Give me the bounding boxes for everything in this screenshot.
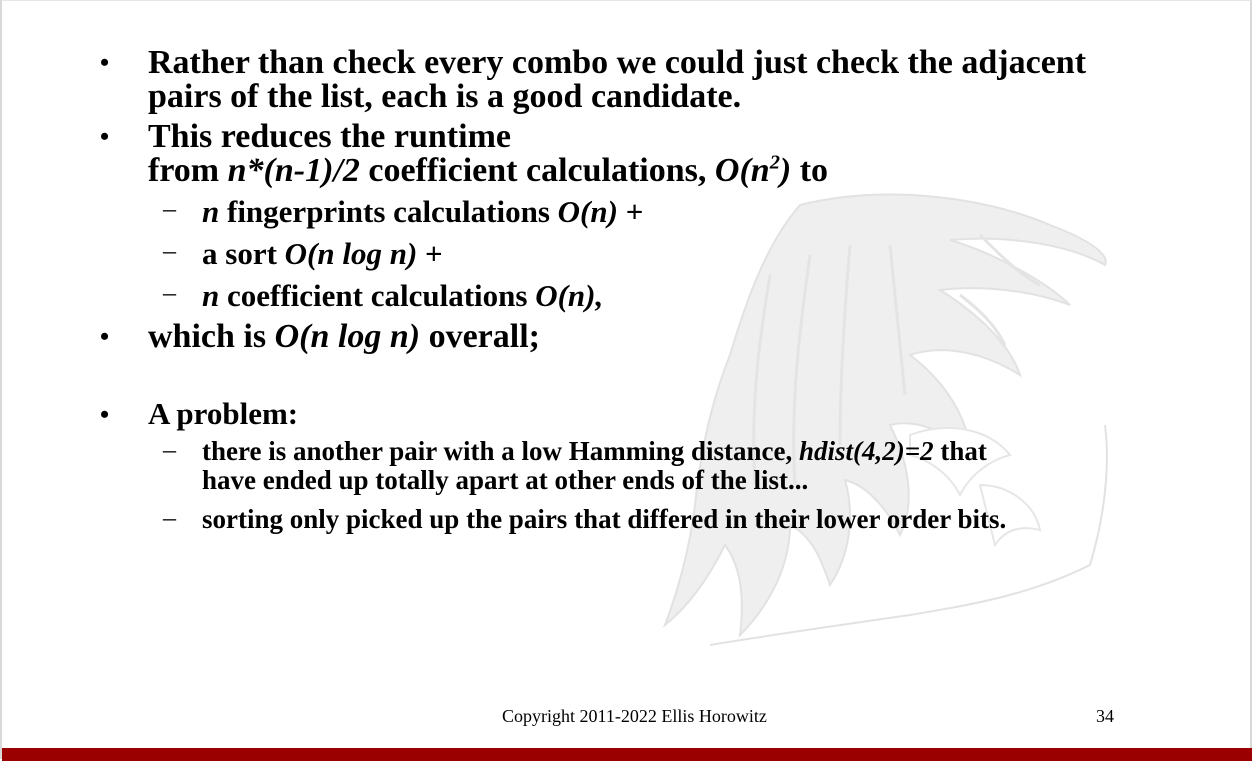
sub-item-text-line bbox=[202, 238, 443, 269]
text-run: + bbox=[417, 236, 443, 271]
text-run: O(n), bbox=[535, 278, 604, 313]
bullet-marker: • bbox=[100, 48, 110, 77]
text-run: A problem: bbox=[148, 396, 299, 431]
text-run: ) bbox=[779, 152, 792, 189]
sub-bullet-dash: – bbox=[163, 435, 176, 464]
text-run: This reduces the runtime bbox=[148, 118, 511, 155]
text-run: O(n bbox=[714, 152, 770, 189]
text-run: n bbox=[202, 278, 220, 313]
text-run: n*(n-1)/2 bbox=[227, 152, 360, 189]
sub-item-text-line bbox=[202, 466, 808, 495]
bullet-text-line bbox=[148, 80, 741, 114]
sub-bullet-dash: – bbox=[163, 194, 176, 223]
text-run: sorting only picked up the pairs that differed in their lower order bits. bbox=[202, 504, 1007, 534]
text-run: which is bbox=[148, 318, 275, 355]
bullet-text-line bbox=[148, 398, 298, 429]
sub-item-text-line bbox=[202, 280, 603, 311]
bullet-marker: • bbox=[100, 122, 110, 151]
text-run: have ended up totally apart at other ends of the list... bbox=[202, 465, 809, 495]
text-run: n bbox=[202, 194, 220, 229]
text-run: overall; bbox=[420, 318, 540, 355]
footer-accent-bar bbox=[2, 748, 1252, 761]
sub-item-text-line bbox=[202, 437, 987, 466]
text-run: 2 bbox=[769, 151, 780, 174]
page-number: 34 bbox=[1096, 706, 1114, 726]
text-run: a sort bbox=[202, 236, 285, 271]
bullet-text-line bbox=[148, 151, 829, 189]
text-run: pairs of the list, each is a good candidate. bbox=[148, 78, 742, 115]
text-run: + bbox=[617, 194, 644, 229]
text-run: O(n log n) bbox=[274, 318, 421, 355]
text-run: that bbox=[933, 436, 987, 466]
text-run: Rather than check every combo we could just check the adjacent bbox=[148, 44, 1087, 81]
bullet-marker: • bbox=[100, 322, 110, 351]
sub-item-text-line bbox=[202, 505, 1006, 534]
text-run: O(n log n) bbox=[284, 236, 418, 271]
text-run: from bbox=[148, 152, 228, 189]
footer-copyright: Copyright 2011-2022 Ellis Horowitz bbox=[502, 706, 767, 726]
bullet-text-line bbox=[148, 320, 540, 354]
text-run: coefficient calculations, bbox=[359, 152, 715, 189]
bullet-marker: • bbox=[100, 400, 110, 429]
text-run: coefficient calculations bbox=[219, 278, 536, 313]
sub-item-text-line bbox=[202, 196, 643, 227]
bullet-text-line bbox=[148, 46, 1086, 80]
text-run: to bbox=[791, 152, 829, 189]
text-run: hdist(4,2)=2 bbox=[799, 436, 934, 466]
text-run: there is another pair with a low Hamming distance, bbox=[202, 436, 800, 466]
sub-bullet-dash: – bbox=[163, 503, 176, 532]
text-run: O(n) bbox=[557, 194, 618, 229]
sub-bullet-dash: – bbox=[163, 278, 176, 307]
sub-bullet-dash: – bbox=[163, 236, 176, 265]
text-run: fingerprints calculations bbox=[219, 194, 558, 229]
bullet-text-line bbox=[148, 120, 511, 154]
